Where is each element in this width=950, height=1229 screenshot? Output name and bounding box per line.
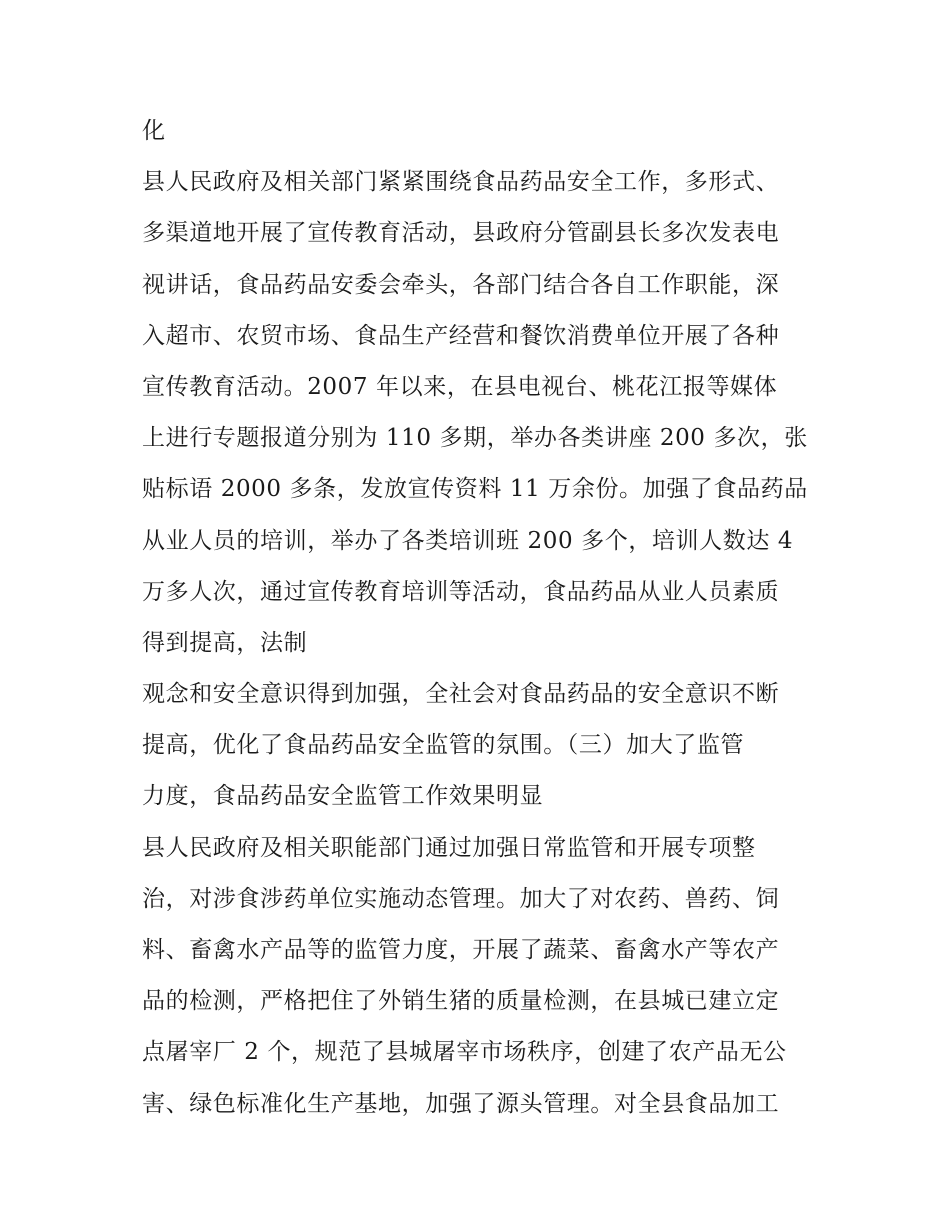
text-line: 治，对涉食涉药单位实施动态管理。加大了对农药、兽药、饲: [142, 885, 780, 912]
text-line: 提高，优化了食品药品安全监管的氛围。（三）加大了监管: [142, 732, 745, 759]
text-line: 县人民政府及相关部门紧紧围绕食品药品安全工作，多形式、: [142, 169, 780, 196]
body-text: [142, 106, 822, 1130]
text-line: 宣传教育活动。2007 年以来，在县电视台、桃花江报等媒体: [142, 373, 778, 400]
text-line: 观念和安全意识得到加强，全社会对食品药品的安全意识不断: [142, 681, 780, 708]
text-line: 从业人员的培训，举办了各类培训班 200 多个，培训人数达 4: [142, 527, 794, 554]
text-line: 万多人次，通过宣传教育培训等活动，食品药品从业人员素质: [142, 578, 780, 605]
text-line: 上进行专题报道分别为 110 多期，举办各类讲座 200 多次，张: [142, 425, 808, 452]
text-line: 品的检测，严格把住了外销生猪的质量检测，在县城已建立定: [142, 988, 780, 1015]
text-line: 力度，食品药品安全监管工作效果明显: [142, 783, 544, 810]
text-line: 化: [142, 118, 166, 144]
text-line: 多渠道地开展了宣传教育活动，县政府分管副县长多次发表电: [142, 220, 780, 247]
text-line: 点屠宰厂 2 个，规范了县城屠宰市场秩序，创建了农产品无公: [142, 1039, 787, 1066]
text-line: 视讲话，食品药品安委会牵头，各部门结合各自工作职能，深: [142, 271, 780, 298]
text-line: 害、绿色标准化生产基地，加强了源头管理。对全县食品加工: [142, 1090, 780, 1117]
text-line: 得到提高，法制: [142, 629, 308, 656]
text-line: 料、畜禽水产品等的监管力度，开展了蔬菜、畜禽水产等农产: [142, 937, 780, 963]
text-line: 入超市、农贸市场、食品生产经营和餐饮消费单位开展了各种: [142, 322, 780, 349]
text-line: 县人民政府及相关职能部门通过加强日常监管和开展专项整: [142, 834, 756, 861]
text-line: 贴标语 2000 多条，发放宣传资料 11 万余份。加强了食品药品: [142, 476, 808, 503]
